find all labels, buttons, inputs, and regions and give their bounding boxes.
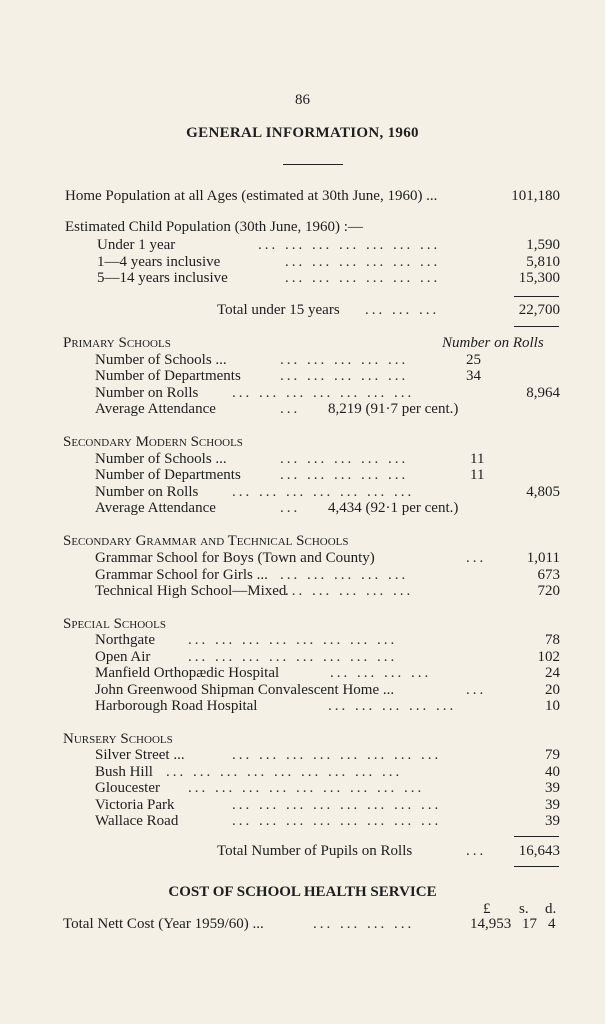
total-rule <box>514 866 559 867</box>
secondary-modern-row-dots: ... ... ... ... ... ... ... <box>232 484 415 500</box>
nursery-row-label: Victoria Park <box>95 797 175 813</box>
child-total-value: 22,700 <box>518 302 560 318</box>
cost-pence: 4 <box>548 916 556 932</box>
nursery-row-value: 79 <box>545 747 560 763</box>
section-heading-special: Special Schools <box>63 616 166 632</box>
child-total-dots: ... ... ... <box>365 302 440 318</box>
secondary-modern-row-count: 11 <box>470 451 485 467</box>
child-row-dots: ... ... ... ... ... ... <box>285 254 441 270</box>
cost-column-pence: d. <box>545 901 557 917</box>
cost-shillings: 17 <box>522 916 537 932</box>
grammar-row-label: Technical High School—Mixed <box>95 583 287 599</box>
title-divider <box>283 164 343 165</box>
nursery-row-label: Wallace Road <box>95 813 179 829</box>
child-population-heading: Estimated Child Population (30th June, 1960) :— <box>65 219 363 235</box>
section-heading-nursery: Nursery Schools <box>63 731 173 747</box>
pupils-total-label: Total Number of Pupils on Rolls <box>217 843 413 859</box>
child-row-label: Under 1 year <box>97 237 176 253</box>
child-row-dots: ... ... ... ... ... ... ... <box>258 237 441 253</box>
special-row-label: John Greenwood Shipman Convalescent Home ... <box>95 682 395 698</box>
section-heading-primary: Primary Schools <box>63 335 171 351</box>
grammar-row-dots: ... <box>466 550 487 566</box>
child-row-value: 5,810 <box>526 254 560 270</box>
special-row-dots: ... <box>466 682 487 698</box>
secondary-modern-row-dots: ... ... ... ... ... <box>280 467 409 483</box>
home-population-value: 101,180 <box>511 188 560 204</box>
nursery-row-value: 40 <box>545 764 560 780</box>
pupils-total-value: 16,643 <box>518 843 560 859</box>
section-heading-secondary-grammar: Secondary Grammar and Technical Schools <box>63 533 349 549</box>
home-population-label: Home Population at all Ages (estimated at 30th June, 1960) ... <box>65 188 438 204</box>
grammar-row-value: 673 <box>537 567 560 583</box>
cost-column-shillings: s. <box>519 901 529 917</box>
special-row-value: 20 <box>545 682 560 698</box>
child-row-label: 1—4 years inclusive <box>97 254 221 270</box>
secondary-modern-row-count: 11 <box>470 467 485 483</box>
primary-row-dots: ... ... ... ... ... ... ... <box>232 385 415 401</box>
subtotal-rule <box>514 296 559 297</box>
grammar-row-value: 720 <box>537 583 560 599</box>
primary-row-label: Number on Rolls <box>95 385 199 401</box>
special-row-label: Manfield Orthopædic Hospital <box>95 665 280 681</box>
grammar-row-label: Grammar School for Girls ... <box>95 567 268 583</box>
primary-row-count: 34 <box>466 368 481 384</box>
nursery-row-label: Silver Street ... <box>95 747 185 763</box>
cost-label: Total Nett Cost (Year 1959/60) ... <box>63 916 264 932</box>
primary-row-dots: ... <box>280 401 301 417</box>
cost-dots: ... ... ... ... <box>313 916 415 932</box>
nursery-row-dots: ... ... ... ... ... ... ... ... ... <box>166 764 403 780</box>
nursery-row-dots: ... ... ... ... ... ... ... ... <box>232 747 442 763</box>
section-heading-secondary-modern: Secondary Modern Schools <box>63 434 243 450</box>
primary-row-value: 8,964 <box>526 385 560 401</box>
nursery-row-dots: ... ... ... ... ... ... ... ... <box>232 797 442 813</box>
nursery-row-dots: ... ... ... ... ... ... ... ... ... <box>188 780 425 796</box>
column-heading-number-on-rolls: Number on Rolls <box>442 335 544 351</box>
child-row-label: 5—14 years inclusive <box>97 270 228 286</box>
special-row-dots: ... ... ... ... <box>330 665 432 681</box>
secondary-modern-row-label: Number on Rolls <box>95 484 199 500</box>
special-row-dots: ... ... ... ... ... ... ... ... <box>188 649 398 665</box>
nursery-row-value: 39 <box>545 797 560 813</box>
primary-row-label: Number of Schools ... <box>95 352 227 368</box>
cost-pounds: 14,953 <box>470 916 512 932</box>
special-row-value: 78 <box>545 632 560 648</box>
special-row-dots: ... ... ... ... ... <box>328 698 457 714</box>
special-row-value: 24 <box>545 665 560 681</box>
primary-row-count: 25 <box>466 352 481 368</box>
special-row-dots: ... ... ... ... ... ... ... ... <box>188 632 398 648</box>
special-row-label: Harborough Road Hospital <box>95 698 258 714</box>
nursery-row-label: Bush Hill <box>95 764 153 780</box>
grammar-row-value: 1,011 <box>526 550 560 566</box>
page-title: GENERAL INFORMATION, 1960 <box>186 125 419 141</box>
secondary-modern-row-label: Number of Schools ... <box>95 451 227 467</box>
nursery-row-value: 39 <box>545 813 560 829</box>
special-row-label: Open Air <box>95 649 151 665</box>
primary-row-dots: ... ... ... ... ... <box>280 352 409 368</box>
special-row-value: 10 <box>545 698 560 714</box>
special-row-label: Northgate <box>95 632 155 648</box>
primary-attendance: 8,219 (91·7 per cent.) <box>328 401 459 417</box>
child-row-value: 1,590 <box>526 237 560 253</box>
primary-row-label: Average Attendance <box>95 401 216 417</box>
secondary-modern-attendance: 4,434 (92·1 per cent.) <box>328 500 459 516</box>
cost-column-pounds: £ <box>483 901 491 917</box>
child-row-value: 15,300 <box>518 270 560 286</box>
primary-row-dots: ... ... ... ... ... <box>280 368 409 384</box>
secondary-modern-row-dots: ... ... ... ... ... <box>280 451 409 467</box>
nursery-row-dots: ... ... ... ... ... ... ... ... <box>232 813 442 829</box>
grammar-row-dots: ... ... ... ... ... <box>280 567 409 583</box>
secondary-modern-row-value: 4,805 <box>526 484 560 500</box>
child-row-dots: ... ... ... ... ... ... <box>285 270 441 286</box>
child-total-label: Total under 15 years <box>217 302 340 318</box>
grammar-row-label: Grammar School for Boys (Town and County) <box>95 550 375 566</box>
secondary-modern-row-label: Number of Departments <box>95 467 241 483</box>
page-number: 86 <box>295 92 310 108</box>
nursery-row-value: 39 <box>545 780 560 796</box>
secondary-modern-row-label: Average Attendance <box>95 500 216 516</box>
nursery-row-label: Gloucester <box>95 780 160 796</box>
grammar-row-dots: ... ... ... ... ... <box>285 583 414 599</box>
pupils-total-dots: ... <box>466 843 487 859</box>
secondary-modern-row-dots: ... <box>280 500 301 516</box>
primary-row-label: Number of Departments <box>95 368 241 384</box>
cost-heading: COST OF SCHOOL HEALTH SERVICE <box>168 884 437 900</box>
special-row-value: 102 <box>537 649 560 665</box>
total-rule <box>514 326 559 327</box>
subtotal-rule <box>514 836 559 837</box>
